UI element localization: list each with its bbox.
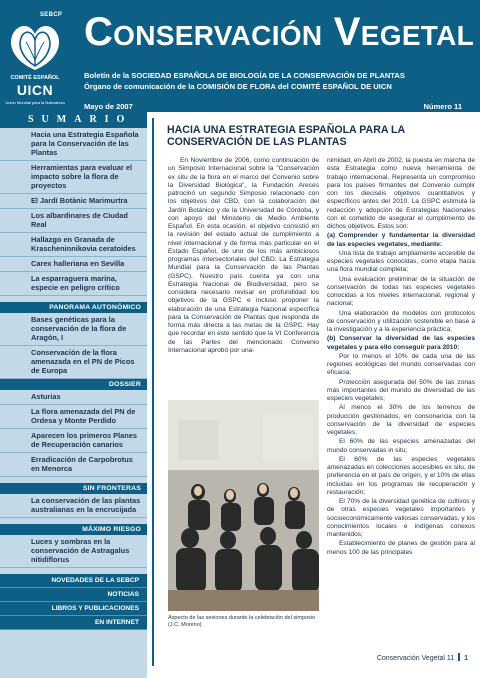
footer-link-internet[interactable]: EN INTERNET [0, 616, 147, 630]
section-riesgo-heading: MÁXIMO RIESGO [0, 524, 147, 535]
goal-heading-b: (b) Conservar la diversidad de las especies vegetales y para ello conseguir para 2010: [327, 335, 475, 351]
footer-divider [458, 653, 460, 661]
footer-label: Conservación Vegetal [376, 655, 445, 662]
toc-item[interactable]: Hacia una Estrategia Española para la Conservación de las Plantas [0, 128, 147, 161]
body-paragraph: nimidad, en Abril de 2002, la puesta en marcha de esta Estrategia como nueva herramienta de trabajo internacional. Representa un compromiso para los países firmantes del Convenio cumplir con los dieciséis objetivos cuantitativos y específicos antes del 2010. La GSPC estimula la redacción y adopción de Estrategias Nacionales con el cometido de asegurar el cumplimiento de dichos objetivos. Estos son: [327, 157, 475, 230]
toc-item[interactable]: Luces y sombras en la conservación de Astragalus nitidiflorus [0, 535, 147, 568]
footer-number: 11 [446, 655, 455, 662]
logo-committee-label: COMITÉ ESPAÑOL [10, 75, 60, 81]
article-title: HACIA UNA ESTRATEGIA ESPAÑOLA PARA LA CONSERVACIÓN DE LAS PLANTAS [167, 124, 405, 148]
footer-link-libros[interactable]: LIBROS Y PUBLICACIONES [0, 602, 147, 616]
photo-caption: Aspecto de las sesiones durante la celebración del simposio (J.C. Moreno) [168, 615, 316, 628]
issue-date: Mayo de 2007 [84, 102, 133, 111]
body-paragraph: En Noviembre de 2006, como continuación de un Simposio Internacional sobre la "Conservación ex situ de la flora en el marco del Convenio sobre la Diversidad Biológica", la Fundación Areces patrocinó un segundo Simposio relacionado con los objetivos del CBD, con la colaboración del Jardín Botánico y de la Universidad de Córdoba, y con apoyo del Ministerio de Medio Ambiente Español. En esta ocasión, el objetivo consistió en la revisión del estado actual de cumplimiento a nivel internacional y de forma más particular en el Estado Español, de uno de los más ambiciosos programas intersectoriales del CBD: La Estrategia Mundial para la Conservación de las Plantas (GSPC). Nuestro país cuenta ya con una Estrategia Nacional de Biodiversidad, pero se considera necesario revisar en profundidad los objetivos de la GSPC e incluso proponer la elaboración de una Estrategia Nacional específica para la Conservación de Plantas que responda de forma más directa a las metas de la GSPC. Hay que recordar en este sentido que la VI Conferencia de las Partes del mencionado Convenio Internacional aprobó por una- [168, 157, 319, 354]
panorama-list [0, 313, 147, 379]
article-column-2 [327, 157, 475, 558]
audience-photo-icon [168, 400, 319, 611]
page-title: Conservación Vegetal [84, 10, 475, 54]
goal-item: Una lista de trabajo ampliamente accesible de especies vegetales conocidas, como etapa hacia una flora mundial completa; [327, 249, 475, 274]
sumario-heading: SUMARIO [0, 112, 147, 128]
goal-item: Establecimiento de planes de gestión para al menos 100 de las principales [327, 540, 475, 556]
main-contents-list [0, 128, 147, 296]
toc-item[interactable]: La esparraguera marina, especie en peligro crítico [0, 272, 147, 296]
flower-logo-icon [6, 20, 64, 74]
goal-heading-a: (a) Comprender y fundamentar la diversidad de las especies vegetales, mediante: [327, 232, 475, 248]
page-number: 1 [464, 655, 468, 662]
goal-item: Al menos el 30% de los terrenos de producción gestionados, en consonancia con la conservación de la diversidad de especies vegetales; [327, 404, 475, 436]
section-panorama-heading: PANORAMA AUTONÓMICO [0, 302, 147, 313]
riesgo-list [0, 535, 147, 568]
uicn-logo [4, 4, 64, 108]
footer-link-noticias[interactable]: NOTICIAS [0, 588, 147, 602]
footer-link-novedades[interactable]: NOVEDADES DE LA SEBCP [0, 574, 147, 588]
toc-item[interactable]: El Jardí Botànic Marimurtra [0, 194, 147, 209]
goal-item: El 60% de las especies amenazadas del mundo conservadas in situ; [327, 438, 475, 454]
toc-item[interactable]: Los albardinares de Ciudad Real [0, 209, 147, 233]
section-dossier-heading: DOSSIER [0, 379, 147, 390]
table-of-contents [0, 112, 147, 678]
fronteras-list [0, 494, 147, 518]
goal-item: Una elaboración de modelos con protocolos de conservación y utilización sostenible en base a la investigación y a la experiencia práctica; [327, 309, 475, 333]
dossier-list [0, 390, 147, 477]
subtitle-line-2: Órgano de comunicación de la COMISIÓN DE FLORA del COMITÉ ESPAÑOL DE UICN [84, 82, 392, 91]
symposium-photo [168, 400, 319, 611]
page-footer [377, 653, 468, 662]
toc-item[interactable]: Asturias [0, 390, 147, 405]
toc-item[interactable]: Bases genéticas para la conservación de la flora de Aragón, I [0, 313, 147, 346]
goal-item: Por lo menos el 10% de cada una de las regiones ecológicas del mundo conservadas con eficacia; [327, 352, 475, 377]
sebcp-tag: SEBCP [40, 12, 63, 18]
subtitle-line-1: Boletín de la SOCIEDAD ESPAÑOLA DE BIOLOGÍA DE LA CONSERVACIÓN DE PLANTAS [84, 71, 405, 80]
masthead-subtitle [84, 70, 476, 92]
toc-item[interactable]: Hallazgo en Granada de Krascheninnikovia ceratoides [0, 233, 147, 257]
toc-item[interactable]: Carex halleriana en Sevilla [0, 257, 147, 272]
goal-item: Protección asegurada del 50% de las zonas más importantes del mundo de diversidad de las especies vegetales; [327, 378, 475, 402]
toc-item[interactable]: Herramientas para evaluar el impacto sobre la flora de proyectos [0, 161, 147, 194]
toc-item[interactable]: Erradicación de Carpobrotus en Menorca [0, 453, 147, 477]
logo-uicn-label: UICN [16, 82, 54, 98]
column-divider [152, 118, 154, 666]
article-column-1 [168, 157, 319, 356]
goal-item: Una evaluación preliminar de la situación de conservación de todas las especies vegetales conocidas a los niveles internacional, regional y nacional; [327, 275, 475, 308]
issue-number: Número 11 [423, 102, 462, 111]
toc-item[interactable]: La flora amenazada del PN de Ordesa y Monte Perdido [0, 405, 147, 429]
toc-item[interactable]: Conservación de la flora amenazada en el PN de Picos de Europa [0, 346, 147, 379]
section-fronteras-heading: SIN FRONTERAS [0, 483, 147, 494]
toc-item[interactable]: La conservación de las plantas australianas en la encrucijada [0, 494, 147, 518]
logo-tagline: Unión Mundial para la Naturaleza [5, 100, 65, 105]
goal-item: El 70% de la diversidad genética de cultivos y de otras especies vegetales importantes y socioeconómicamente valiosas conservadas, y los conocimientos locales e indígenas conexos mantenidos; [327, 498, 475, 538]
masthead [0, 0, 480, 112]
goal-item: El 60% de las especies vegetales amenazadas en colecciones accesibles ex situ, de preferencia en el país de origen, y el 10% de ellas incluidas en los programas de recuperación y restauración; [327, 455, 475, 496]
toc-item[interactable]: Aparecen los primeros Planes de Recuperación canarios [0, 429, 147, 453]
